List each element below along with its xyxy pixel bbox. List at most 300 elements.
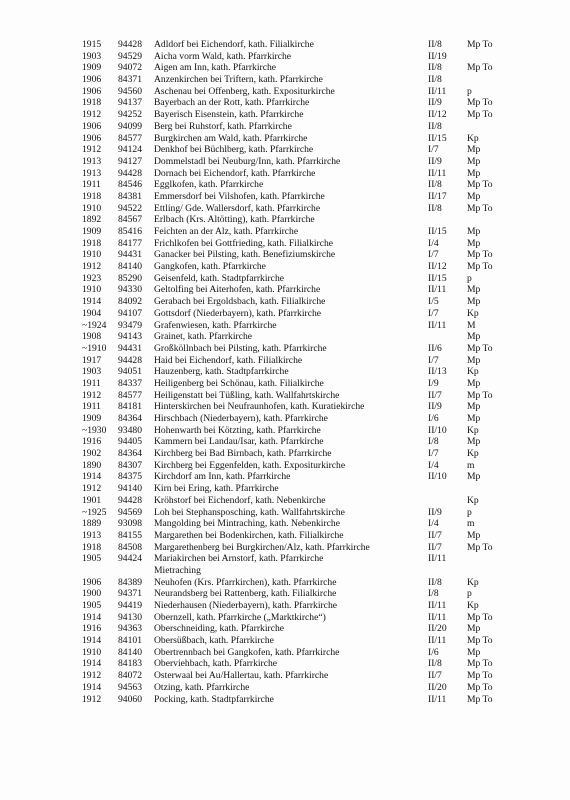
postal-code-cell: 93479 [118,319,142,331]
action-type-cell: Kp [467,307,479,319]
manuals-stops-cell: II/15 [428,226,447,237]
manuals-stops-cell: II/8 [428,202,442,214]
manuals-stops-cell: II/7 [428,389,442,401]
year-cell: 1909 [82,62,102,74]
church-location-cell: Feichten an der Alz, kath. Pfarrkirche [154,226,299,237]
postal-code-cell: 84337 [118,377,142,389]
year-cell: 1914 [82,635,102,647]
table-row [82,226,532,238]
year-cell: 1906 [82,576,102,588]
action-type-cell: Mp [467,144,481,156]
year-cell: 1915 [82,39,102,50]
table-row [82,600,532,612]
action-type-cell: Mp [467,471,481,483]
year-cell: 1918 [82,97,102,109]
table-row [82,51,532,63]
year-cell: 1911 [82,377,101,389]
year-cell: 1916 [82,436,102,448]
year-cell: 1910 [82,646,102,658]
year-cell: 1911 [82,179,101,191]
year-cell: 1906 [82,120,102,132]
postal-code-cell: 84177 [118,237,142,249]
manuals-stops-cell: I/5 [428,296,439,308]
manuals-stops-cell: II/11 [428,600,447,611]
table-row [82,448,532,460]
table-row [82,378,532,390]
action-type-cell: Mp [467,413,481,424]
table-row [82,542,532,554]
postal-code-cell: 94560 [118,85,142,97]
action-type-cell: Kp [467,448,479,460]
postal-code-cell: 84546 [118,179,142,191]
postal-code-cell: 84101 [118,635,142,647]
postal-code-cell: 84140 [118,646,142,658]
manuals-stops-cell: II/15 [428,272,447,284]
manuals-stops-cell: I/8 [428,436,439,448]
year-cell: 1918 [82,237,102,249]
action-type-cell: Mp To [467,541,493,553]
table-row [82,495,532,507]
church-location-cell: Pocking, kath. Stadtpfarrkirche [154,693,274,705]
table-row [82,308,532,320]
table-row [82,39,532,51]
church-location-cell: Oberviehbach, kath. Pfarrkirche [154,658,278,670]
church-location-cell: Grainet, kath. Pfarrkirche [154,331,253,343]
year-cell: ~1925 [82,506,107,518]
action-type-cell: Mp [467,237,481,249]
table-row [82,238,532,250]
manuals-stops-cell: II/7 [428,541,442,553]
year-cell: 1914 [82,611,102,623]
manuals-stops-cell: II/9 [428,97,442,109]
table-row [82,133,532,145]
year-cell: 1904 [82,307,102,319]
year-cell: 1903 [82,366,102,378]
church-location-cell: Hauzenberg, kath. Stadtpfarrkirche [154,366,289,378]
postal-code-cell: 94424 [118,553,142,565]
action-type-cell: Kp [467,366,479,378]
manuals-stops-cell: I/7 [428,144,439,156]
postal-code-cell: 84577 [118,389,142,401]
action-type-cell: Mp [467,623,481,635]
church-location-cell: Berg bei Ruhstorf, kath. Pfarrkirche [154,120,292,132]
postal-code-cell: 94405 [118,436,142,448]
church-location-cell: Niederhausen (Niederbayern), kath. Pfarrkirche [154,600,337,611]
manuals-stops-cell: II/13 [428,366,447,378]
manuals-stops-cell: II/11 [428,85,447,97]
church-location-cell: Kammern bei Landau/Isar, kath. Pfarrkirche [154,436,324,448]
table-row [82,74,532,86]
year-cell: 1910 [82,202,102,214]
year-cell: 1918 [82,190,102,202]
table-row [82,553,532,565]
postal-code-cell: 94563 [118,681,142,693]
church-location-cell: Gangkofen, kath. Pfarrkirche [154,261,266,273]
table-row [82,530,532,542]
table-row [82,121,532,133]
postal-code-cell: 85290 [118,272,142,284]
action-type-cell: Kp [467,576,479,588]
action-type-cell: Kp [467,494,479,506]
action-type-cell: Mp [467,436,481,448]
postal-code-cell: 84072 [118,670,142,682]
year-cell: 1908 [82,331,102,343]
action-type-cell: Mp To [467,681,493,693]
postal-code-cell: 94419 [118,600,142,611]
church-location-cell: Emmersdorf bei Vilshofen, kath. Pfarrkirche [154,190,325,202]
table-row [82,518,532,530]
manuals-stops-cell: II/9 [428,155,442,167]
table-row [82,436,532,448]
year-cell: 1917 [82,354,102,366]
church-location-cell: Mangolding bei Mintraching, kath. Nebenkirche [154,518,340,530]
church-location-cell: Dornach bei Eichendorf, kath. Pfarrkirche [154,167,316,179]
manuals-stops-cell: II/9 [428,401,442,413]
church-location-cell: Margarethenberg bei Burgkirchen/Alz, kath. Pfarrkirche [154,541,370,553]
postal-code-cell: 94124 [118,144,142,156]
action-type-cell: Mp [467,284,481,296]
year-cell: 1918 [82,541,102,553]
manuals-stops-cell: I/4 [428,518,439,530]
postal-code-cell: 84567 [118,214,142,226]
postal-code-cell: 84181 [118,401,142,413]
organ-list-table [82,39,532,705]
church-location-cell: Mietraching [154,564,201,576]
year-cell: 1923 [82,272,102,284]
manuals-stops-cell: II/10 [428,424,447,436]
manuals-stops-cell: II/8 [428,576,442,588]
postal-code-cell: 94107 [118,307,142,319]
postal-code-cell: 94363 [118,623,142,635]
manuals-stops-cell: II/19 [428,50,447,62]
church-location-cell: Margarethen bei Bodenkirchen, kath. Filialkirche [154,529,344,541]
action-type-cell: Mp To [467,97,493,109]
table-row [82,366,532,378]
church-location-cell: Bayerisch Eisenstein, kath. Pfarrkirche [154,109,304,121]
action-type-cell: Mp [467,190,481,202]
postal-code-cell: 84364 [118,448,142,460]
action-type-cell: Mp [467,226,481,237]
table-row [82,623,532,635]
postal-code-cell: 94143 [118,331,142,343]
manuals-stops-cell: I/4 [428,459,439,471]
manuals-stops-cell: II/7 [428,670,442,682]
postal-code-cell: 94428 [118,167,142,179]
year-cell: ~1930 [82,424,107,436]
table-row [82,109,532,121]
year-cell: 1901 [82,494,102,506]
year-cell: 1906 [82,132,102,144]
manuals-stops-cell: II/11 [428,284,447,296]
postal-code-cell: 94428 [118,39,142,50]
church-location-cell: Gerabach bei Ergoldsbach, kath. Filialkirche [154,296,326,308]
table-row [82,97,532,109]
table-row [82,670,532,682]
table-row [82,62,532,74]
church-location-cell: Heiligenberg bei Schönau, kath. Filialkirche [154,377,324,389]
manuals-stops-cell: I/7 [428,448,439,460]
year-cell: 1914 [82,658,102,670]
church-location-cell: Heiligenstatt bei Tüßling, kath. Wallfahrtskirche [154,389,340,401]
manuals-stops-cell: II/10 [428,471,447,483]
table-row [82,156,532,168]
manuals-stops-cell: II/11 [428,553,447,565]
manuals-stops-cell: I/7 [428,249,439,261]
church-location-cell: Anzenkirchen bei Triftern, kath. Pfarrkirche [154,74,323,86]
manuals-stops-cell: II/7 [428,529,442,541]
church-location-cell: Neuhofen (Krs. Pfarrkirchen), kath. Pfarrkirche [154,576,337,588]
postal-code-cell: 93480 [118,424,142,436]
year-cell: 1910 [82,284,102,296]
action-type-cell: Kp [467,600,479,611]
table-row [82,284,532,296]
action-type-cell: Mp To [467,658,493,670]
postal-code-cell: 84155 [118,529,142,541]
manuals-stops-cell: II/8 [428,658,442,670]
church-location-cell: Dommelstadl bei Neuburg/Inn, kath. Pfarrkirche [154,155,341,167]
year-cell: 1912 [82,389,102,401]
table-row [82,694,532,706]
manuals-stops-cell: I/6 [428,413,439,424]
manuals-stops-cell: I/9 [428,377,439,389]
year-cell: 1912 [82,109,102,121]
church-location-cell: Kirn bei Ering, kath. Pfarrkirche [154,483,279,495]
action-type-cell: p [467,506,472,518]
postal-code-cell: 94137 [118,97,142,109]
postal-code-cell: 84092 [118,296,142,308]
manuals-stops-cell: I/6 [428,646,439,658]
church-location-cell: Hinterskirchen bei Neufraunhofen, kath. Kuratiekirche [154,401,365,413]
manuals-stops-cell: I/4 [428,237,439,249]
postal-code-cell: 94099 [118,120,142,132]
table-row [82,401,532,413]
year-cell: 1905 [82,553,102,565]
action-type-cell: Mp [467,331,481,343]
postal-code-cell: 84364 [118,413,142,424]
church-location-cell: Kröhstorf bei Eichendorf, kath. Nebenkirche [154,494,326,506]
action-type-cell: Mp To [467,670,493,682]
table-row [82,214,532,226]
year-cell: 1916 [82,623,102,635]
year-cell: 1913 [82,529,102,541]
church-location-cell: Obertrennbach bei Gangkofen, kath. Pfarrkirche [154,646,340,658]
table-row [82,355,532,367]
manuals-stops-cell: II/12 [428,109,447,121]
postal-code-cell: 94072 [118,62,142,74]
action-type-cell: Kp [467,424,479,436]
year-cell: 1912 [82,261,102,273]
church-location-cell: Kirchberg bei Bad Birnbach, kath. Pfarrkirche [154,448,332,460]
postal-code-cell: 85416 [118,226,142,237]
table-row [82,144,532,156]
action-type-cell: Mp [467,354,481,366]
action-type-cell: p [467,272,472,284]
year-cell: 1890 [82,459,102,471]
church-location-cell: Hirschbach (Niederbayern), kath. Pfarrkirche [154,413,328,424]
action-type-cell: Mp [467,296,481,308]
table-row [82,179,532,191]
postal-code-cell: 93098 [118,518,142,530]
church-location-cell: Erlbach (Krs. Altötting), kath. Pfarrkirche [154,214,315,226]
church-location-cell: Loh bei Stephansposching, kath. Wallfahrtskirche [154,506,345,518]
year-cell: 1912 [82,483,102,495]
postal-code-cell: 94130 [118,611,142,623]
church-location-cell: Kirchberg bei Eggenfelden, kath. Expositurkirche [154,459,346,471]
table-row [82,588,532,600]
postal-code-cell: 94428 [118,494,142,506]
action-type-cell: Mp [467,646,481,658]
table-row [82,682,532,694]
year-cell: 1913 [82,167,102,179]
church-location-cell: Frichlkofen bei Gottfrieding, kath. Filialkirche [154,237,334,249]
church-location-cell: Aigen am Inn, kath. Pfarrkirche [154,62,277,74]
action-type-cell: Mp [467,401,481,413]
table-row [82,577,532,589]
action-type-cell: Mp To [467,249,493,261]
postal-code-cell: 94051 [118,366,142,378]
church-location-cell: Neurandsberg bei Rattenberg, kath. Filialkirche [154,588,337,600]
year-cell: 1909 [82,226,102,237]
year-cell: 1911 [82,401,101,413]
manuals-stops-cell: II/8 [428,179,442,191]
postal-code-cell: 94569 [118,506,142,518]
postal-code-cell: 94428 [118,354,142,366]
action-type-cell: Mp To [467,109,493,121]
church-location-cell: Haid bei Eichendorf, kath. Filialkirche [154,354,303,366]
church-location-cell: Aicha vorm Wald, kath. Pfarrkirche [154,50,292,62]
year-cell: 1909 [82,413,102,424]
postal-code-cell: 94431 [118,342,142,354]
action-type-cell: Mp To [467,39,493,50]
church-location-cell: Hohenwarth bei Kötzting, kath. Pfarrkirche [154,424,321,436]
action-type-cell: M [467,319,476,331]
year-cell: 1903 [82,50,102,62]
postal-code-cell: 94330 [118,284,142,296]
manuals-stops-cell: II/8 [428,39,442,50]
manuals-stops-cell: II/11 [428,167,447,179]
postal-code-cell: 84389 [118,576,142,588]
year-cell: 1912 [82,670,102,682]
year-cell: 1914 [82,681,102,693]
table-row [82,413,532,425]
action-type-cell: Mp To [467,693,493,705]
church-location-cell: Oberschneiding, kath. Pfarrkirche [154,623,285,635]
church-location-cell: Gottsdorf (Niederbayern), kath. Pfarrkirche [154,307,322,319]
action-type-cell: Mp [467,377,481,389]
manuals-stops-cell: II/8 [428,74,442,86]
church-location-cell: Denkhof bei Büchlberg, kath. Pfarrkirche [154,144,314,156]
year-cell: 1905 [82,600,102,611]
year-cell: 1910 [82,249,102,261]
manuals-stops-cell: II/20 [428,623,447,635]
action-type-cell: Mp [467,529,481,541]
postal-code-cell: 94252 [118,109,142,121]
table-row [82,425,532,437]
church-location-cell: Ganacker bei Pilsting, kath. Benefiziumskirche [154,249,336,261]
manuals-stops-cell: I/7 [428,307,439,319]
table-row [82,249,532,261]
postal-code-cell: 84371 [118,74,142,86]
table-row [82,203,532,215]
action-type-cell: Mp To [467,62,493,74]
table-row [82,647,532,659]
table-row [82,261,532,273]
action-type-cell: m [467,459,475,471]
table-row [82,191,532,203]
postal-code-cell: 84577 [118,132,142,144]
table-row [82,483,532,495]
year-cell: 1900 [82,588,102,600]
table-row [82,296,532,308]
manuals-stops-cell: II/11 [428,693,447,705]
table-row [82,320,532,332]
table-row [82,471,532,483]
postal-code-cell: 94060 [118,693,142,705]
year-cell: ~1924 [82,319,107,331]
table-row [82,565,532,577]
year-cell: 1913 [82,155,102,167]
action-type-cell: Mp [467,167,481,179]
church-location-cell: Ettling/ Gde. Wallersdorf, kath. Pfarrkirche [154,202,321,214]
church-location-cell: Osterwaal bei Au/Hallertau, kath. Pfarrkirche [154,670,329,682]
table-row [82,86,532,98]
year-cell: 1889 [82,518,102,530]
manuals-stops-cell: II/20 [428,681,447,693]
postal-code-cell: 94529 [118,50,142,62]
manuals-stops-cell: II/11 [428,319,447,331]
manuals-stops-cell: II/8 [428,62,442,74]
church-location-cell: Aschenau bei Offenberg, kath. Expositurkirche [154,85,335,97]
postal-code-cell: 94522 [118,202,142,214]
year-cell: 1892 [82,214,102,226]
table-row [82,331,532,343]
manuals-stops-cell: II/11 [428,611,447,623]
table-row [82,343,532,355]
church-location-cell: Bayerbach an der Rott, kath. Pfarrkirche [154,97,310,109]
action-type-cell: Mp To [467,202,493,214]
manuals-stops-cell: I/7 [428,354,439,366]
church-location-cell: Geisenfeld, kath. Stadtpfarrkirche [154,272,284,284]
manuals-stops-cell: II/9 [428,506,442,518]
action-type-cell: Mp To [467,635,493,647]
manuals-stops-cell: II/17 [428,190,447,202]
action-type-cell: Mp [467,155,481,167]
year-cell: 1914 [82,471,102,483]
church-location-cell: Obernzell, kath. Pfarrkirche („Marktkirche“) [154,611,326,623]
church-location-cell: Kirchdorf am Inn, kath. Pfarrkirche [154,471,291,483]
action-type-cell: Mp To [467,179,493,191]
table-row [82,507,532,519]
year-cell: 1914 [82,296,102,308]
postal-code-cell: 84508 [118,541,142,553]
table-row [82,635,532,647]
church-location-cell: Grafenwiesen, kath. Pfarrkirche [154,319,277,331]
action-type-cell: p [467,588,472,600]
table-row [82,612,532,624]
action-type-cell: p [467,85,472,97]
postal-code-cell: 94140 [118,483,142,495]
church-location-cell: Großköllnbach bei Pilsting, kath. Pfarrkirche [154,342,327,354]
year-cell: 1902 [82,448,102,460]
postal-code-cell: 84140 [118,261,142,273]
postal-code-cell: 94431 [118,249,142,261]
year-cell: 1912 [82,144,102,156]
church-location-cell: Otzing, kath. Pfarrkirche [154,681,250,693]
table-row [82,460,532,472]
church-location-cell: Geltolfing bei Aiterhofen, kath. Pfarrkirche [154,284,321,296]
year-cell: 1906 [82,74,102,86]
action-type-cell: Mp To [467,389,493,401]
